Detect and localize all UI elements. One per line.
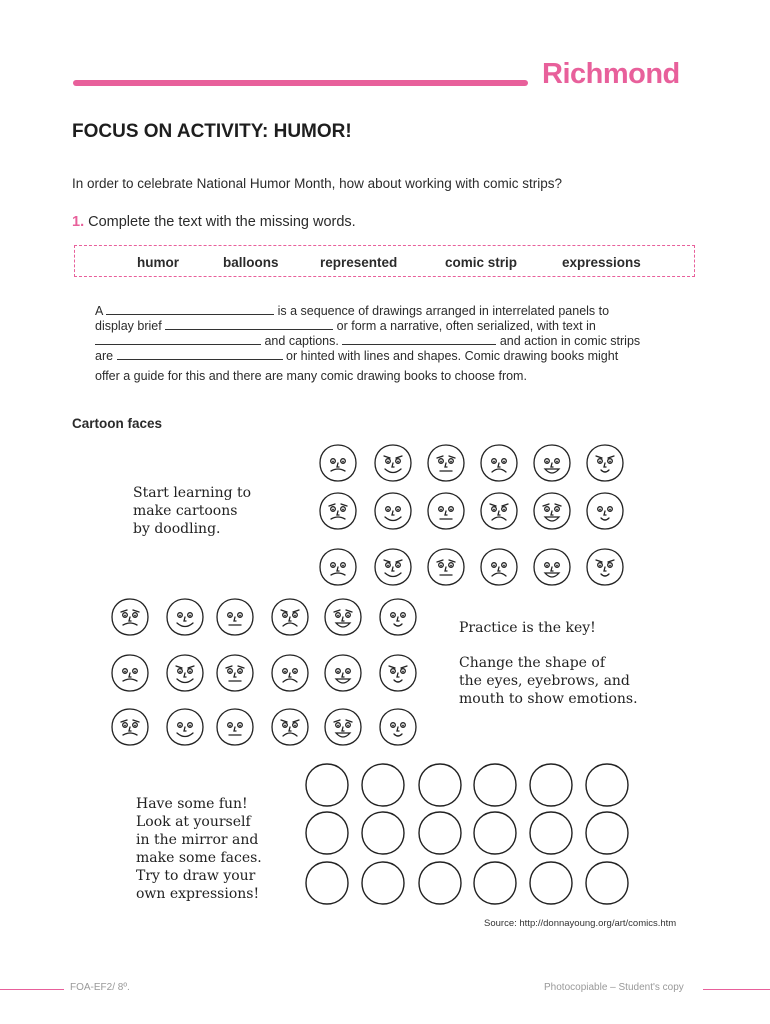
cartoon-face (318, 547, 358, 587)
blank-face-outline[interactable] (584, 810, 630, 856)
passage-text: and captions. (264, 334, 339, 348)
cartoon-face (373, 443, 413, 483)
cartoon-face (378, 597, 418, 637)
word-bank-item: humor (137, 255, 179, 270)
cartoon-face (532, 491, 572, 531)
cartoon-face (373, 491, 413, 531)
practice-text: Practice is the key! (459, 620, 596, 636)
fun-instruction: Have some fun! Look at yourself in the mirror and make some faces. Try to draw your own expressions! (136, 796, 262, 902)
blank-face-outline[interactable] (472, 860, 518, 906)
cartoon-face (165, 653, 205, 693)
section-heading: Cartoon faces (72, 416, 163, 431)
cartoon-face (585, 491, 625, 531)
cartoon-face (110, 653, 150, 693)
cartoon-face (426, 491, 466, 531)
cartoon-face (373, 547, 413, 587)
passage-text: display brief (95, 319, 162, 333)
cartoon-face (378, 707, 418, 747)
cartoon-face (165, 597, 205, 637)
passage-line-1 (95, 304, 609, 318)
blank-face-outline[interactable] (360, 762, 406, 808)
cartoon-face (585, 547, 625, 587)
blank-face-outline[interactable] (417, 860, 463, 906)
passage-text: or hinted with lines and shapes. Comic drawing books might (286, 349, 619, 363)
cartoon-face (585, 443, 625, 483)
word-bank-item: comic strip (445, 255, 518, 270)
word-bank-item: balloons (223, 255, 279, 270)
cartoon-face (532, 443, 572, 483)
cartoon-face (270, 653, 310, 693)
blank-face-outline[interactable] (472, 762, 518, 808)
source-citation: Source: http://donnayoung.org/art/comics.htm (484, 918, 677, 929)
cartoon-face (165, 707, 205, 747)
blank-face-outline[interactable] (304, 860, 350, 906)
passage-line-4 (95, 349, 618, 363)
question-text: Complete the text with the missing words. (88, 214, 356, 230)
answer-blank-5[interactable] (117, 349, 283, 360)
blank-face-outline[interactable] (304, 810, 350, 856)
cartoon-face (215, 597, 255, 637)
passage-text: or form a narrative, often serialized, with text in (336, 319, 596, 333)
question-number: 1. (72, 214, 85, 230)
emotions-instruction: Change the shape of the eyes, eyebrows, and mouth to show emotions. (459, 655, 638, 707)
brand-logo: Richmond (542, 58, 680, 90)
footer-right-text: Photocopiable – Student's copy (544, 982, 684, 993)
cartoon-face (270, 597, 310, 637)
doodle-instruction: Start learning to make cartoons by doodling. (133, 485, 252, 537)
blank-face-outline[interactable] (528, 810, 574, 856)
header-bar (73, 80, 528, 86)
answer-blank-3[interactable] (95, 334, 261, 345)
cartoon-face (323, 653, 363, 693)
cartoon-face (318, 491, 358, 531)
passage-line-3 (95, 334, 640, 348)
cartoon-face (426, 547, 466, 587)
cartoon-face (318, 443, 358, 483)
cartoon-face (110, 597, 150, 637)
blank-face-outline[interactable] (360, 810, 406, 856)
cartoon-face (532, 547, 572, 587)
page-title: FOCUS ON ACTIVITY: HUMOR! (72, 121, 352, 142)
blank-face-outline[interactable] (528, 860, 574, 906)
blank-face-outline[interactable] (304, 762, 350, 808)
passage-text: A (95, 304, 103, 318)
intro-text: In order to celebrate National Humor Month, how about working with comic strips? (72, 176, 562, 191)
cartoon-face (323, 707, 363, 747)
passage-text: and action in comic strips (499, 334, 641, 348)
blank-face-outline[interactable] (417, 810, 463, 856)
cartoon-face (270, 707, 310, 747)
footer-line-left (0, 989, 64, 990)
blank-face-outline[interactable] (360, 860, 406, 906)
answer-blank-4[interactable] (342, 334, 496, 345)
cartoon-face (426, 443, 466, 483)
cartoon-face (215, 707, 255, 747)
cartoon-face (110, 707, 150, 747)
blank-face-outline[interactable] (472, 810, 518, 856)
word-bank-item: represented (320, 255, 398, 270)
passage-text: are (95, 349, 114, 363)
answer-blank-2[interactable] (165, 319, 333, 330)
blank-face-outline[interactable] (584, 762, 630, 808)
blank-face-outline[interactable] (528, 762, 574, 808)
word-bank-item: expressions (562, 255, 641, 270)
cartoon-face (479, 491, 519, 531)
cartoon-face (323, 597, 363, 637)
passage-line-2 (95, 319, 596, 333)
cartoon-face (378, 653, 418, 693)
passage-text: is a sequence of drawings arranged in interrelated panels to (277, 304, 610, 318)
cartoon-face (479, 547, 519, 587)
blank-face-outline[interactable] (417, 762, 463, 808)
question-1 (72, 214, 356, 230)
footer-left-text: FOA-EF2/ 8º. (70, 982, 130, 993)
blank-face-outline[interactable] (584, 860, 630, 906)
cartoon-face (479, 443, 519, 483)
footer-line-right (703, 989, 770, 990)
answer-blank-1[interactable] (106, 304, 274, 315)
passage-line-5: offer a guide for this and there are many comic drawing books to choose from. (95, 369, 527, 383)
cartoon-face (215, 653, 255, 693)
